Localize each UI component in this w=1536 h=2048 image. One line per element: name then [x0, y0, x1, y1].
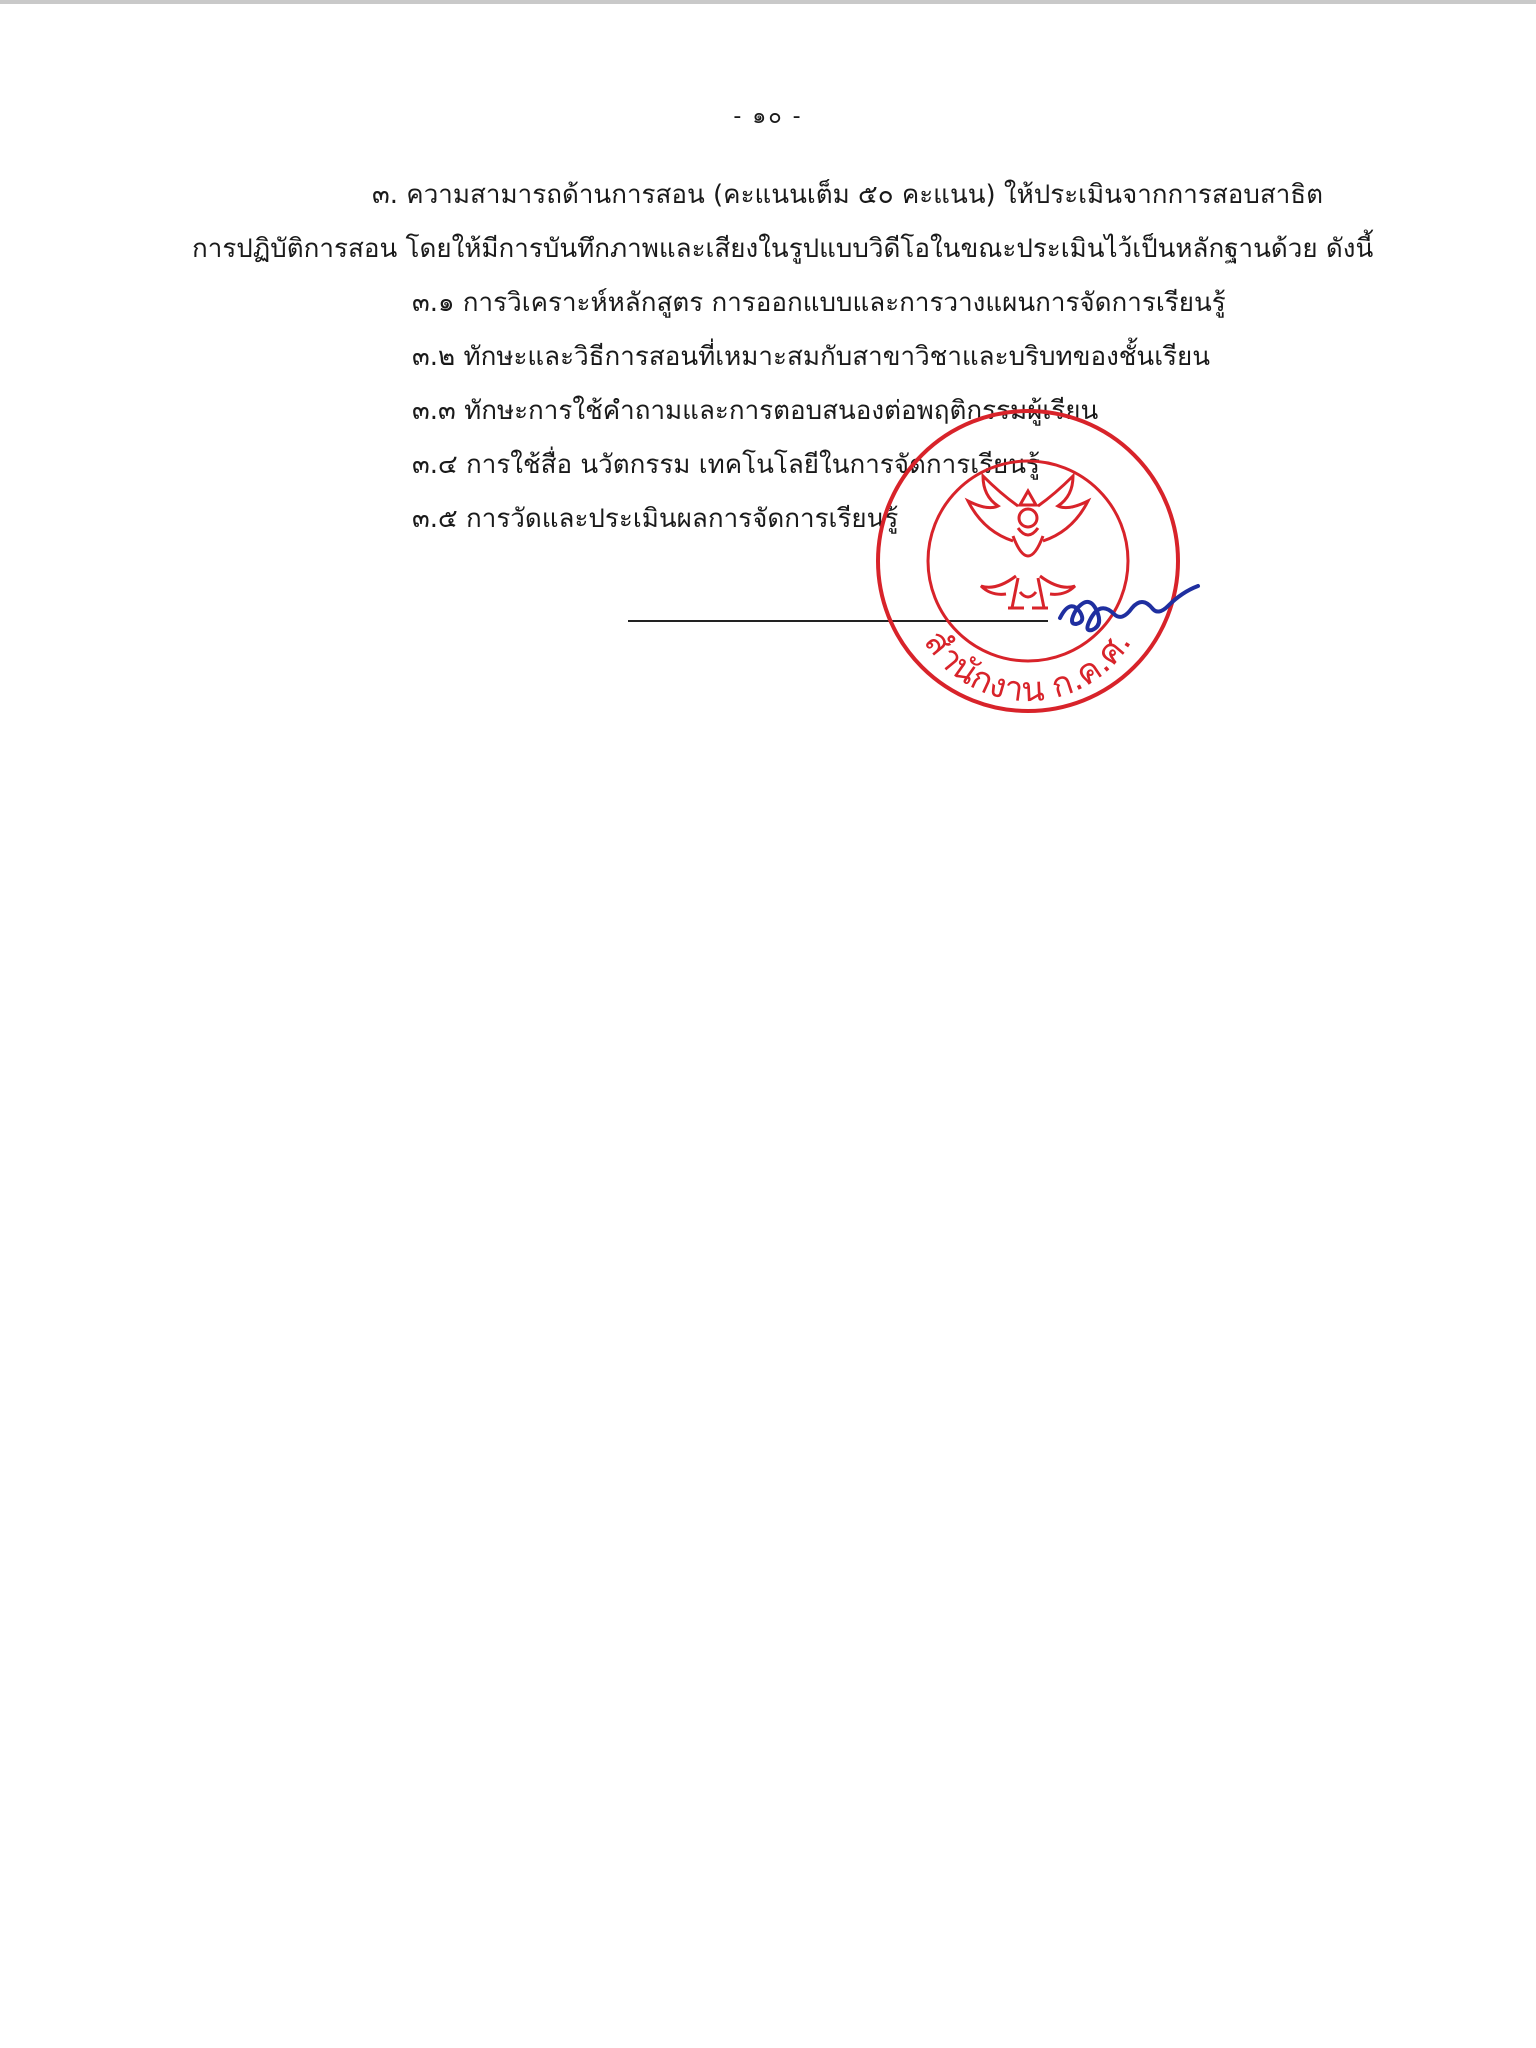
list-item: ๓.๑ การวิเคราะห์หลักสูตร การออกแบบและการวางแผนการจัดการเรียนรู้ — [412, 288, 1226, 318]
official-seal-icon — [868, 396, 1188, 726]
page-number: - ๑๐ - — [733, 104, 803, 129]
page-top-edge — [0, 0, 1536, 4]
list-item: ๓.๔ การใช้สื่อ นวัตกรรม เทคโนโลยีในการจัดการเรียนรู้ — [412, 450, 1041, 480]
seal-outer-ring — [878, 411, 1178, 711]
list-item: ๓.๕ การวัดและประเมินผลการจัดการเรียนรู้ — [412, 504, 899, 534]
list-item: ๓.๓ ทักษะการใช้คำถามและการตอบสนองต่อพฤติกรรมผู้เรียน — [412, 396, 1099, 426]
handwritten-signature-icon — [1050, 570, 1230, 650]
paragraph-first-line: ๓. ความสามารถด้านการสอน (คะแนนเต็ม ๕๐ คะแนน) ให้ประเมินจากการสอบสาธิต — [372, 180, 1324, 210]
list-item: ๓.๒ ทักษะและวิธีการสอนที่เหมาะสมกับสาขาวิชาและบริบทของชั้นเรียน — [412, 342, 1211, 372]
paragraph-second-line: การปฏิบัติการสอน โดยให้มีการบันทึกภาพและเสียงในรูปแบบวิดีโอในขณะประเมินไว้เป็นหลักฐานด้วย ดังนี้ — [192, 234, 1374, 264]
seal-text: สำนักงาน ก.ค.ศ. — [915, 622, 1140, 711]
